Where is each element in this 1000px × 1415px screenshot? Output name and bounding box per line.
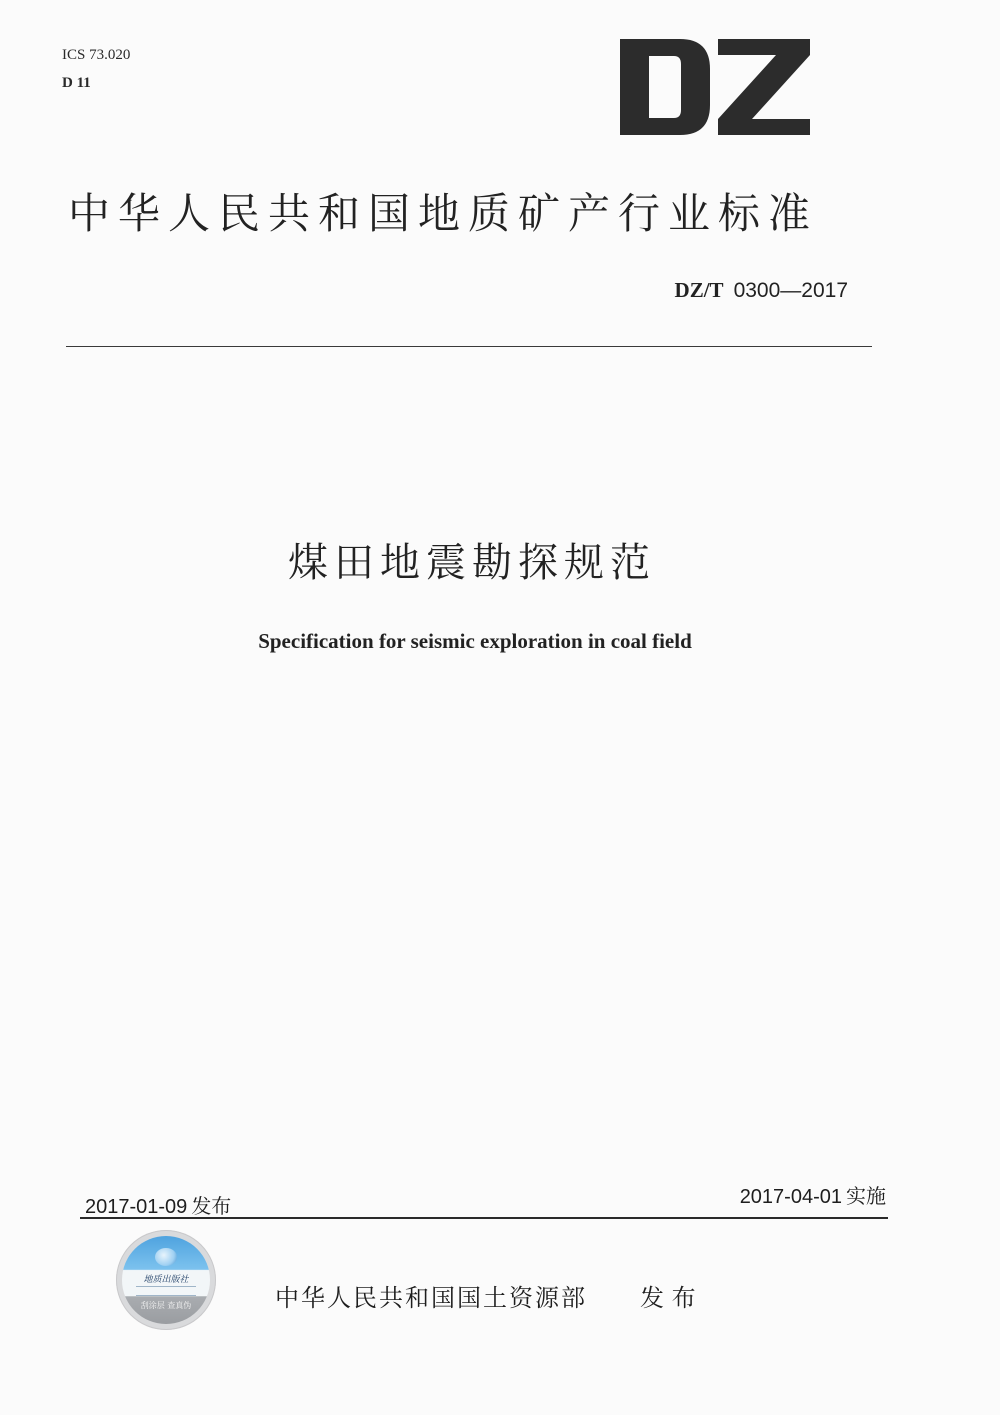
anti-counterfeit-sticker	[116, 1230, 216, 1330]
issue-date-block	[85, 1193, 231, 1220]
title-chinese: 煤田地震勘探规范	[288, 540, 656, 586]
footer-divider	[80, 1217, 888, 1219]
sticker-face	[122, 1236, 210, 1324]
standard-code: DZ/T	[674, 278, 724, 302]
logo-letter-z	[718, 39, 810, 135]
title-english: Specification for seismic exploration in coal field	[258, 629, 692, 653]
implement-label: 实施	[846, 1184, 886, 1208]
ics-code: ICS 73.020	[62, 47, 131, 63]
implement-date: 2017-04-01	[739, 1186, 842, 1208]
globe-icon	[155, 1248, 177, 1266]
issue-label: 发布	[191, 1194, 232, 1218]
logo-letter-d	[620, 39, 710, 135]
sticker-scratch-text: 刮涂层 查真伪	[140, 1301, 192, 1310]
dz-logo	[618, 37, 812, 137]
issuer-action: 发 布	[640, 1284, 696, 1312]
implement-date-block	[740, 1183, 886, 1210]
ccs-code: D 11	[62, 75, 91, 91]
sticker-publisher: 地质出版社	[143, 1275, 189, 1285]
standard-year-number: 0300—2017	[733, 279, 848, 302]
standard-category: 中华人民共和国地质矿产行业标准	[68, 189, 819, 238]
header-divider	[66, 346, 872, 347]
issue-date: 2017-01-09	[85, 1196, 188, 1218]
sticker-fine-print	[136, 1286, 196, 1296]
standard-number	[675, 276, 848, 305]
issuer-name: 中华人民共和国国土资源部	[275, 1284, 587, 1312]
